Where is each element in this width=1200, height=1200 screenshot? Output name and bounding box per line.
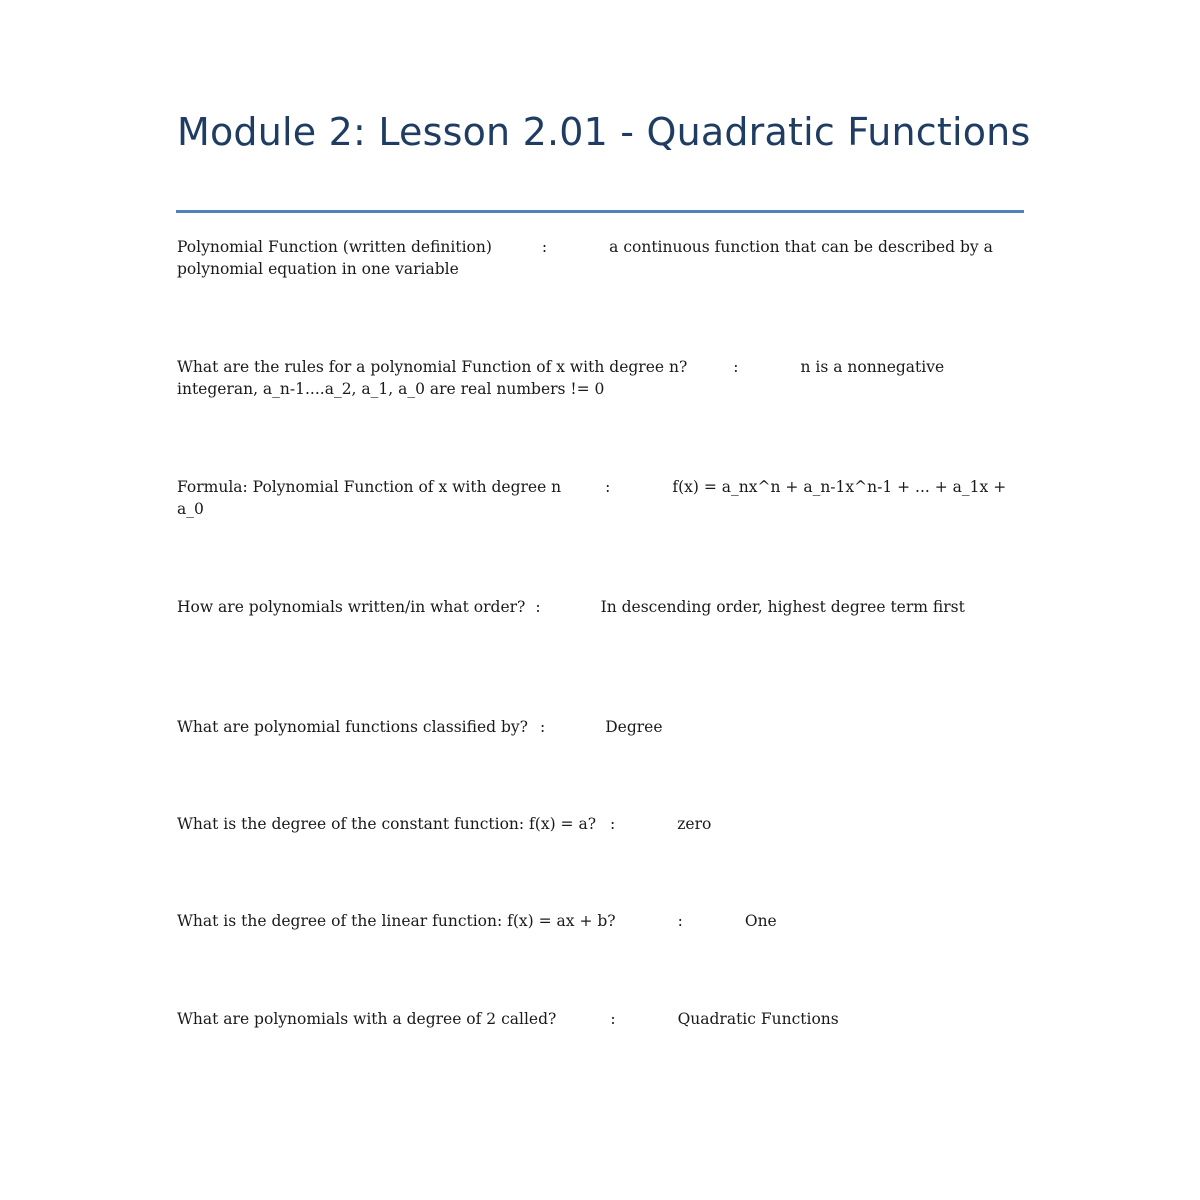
flashcard-entry: [177, 813, 1023, 835]
entry-definition: n is a nonnegative integeran, a_n-1....a_2, a_1, a_0 are real numbers != 0: [177, 358, 945, 398]
entry-definition: zero: [677, 815, 712, 833]
entry-separator: :: [610, 1010, 616, 1028]
entry-definition: Quadratic Functions: [677, 1010, 839, 1028]
flashcard-entry: [177, 910, 1023, 932]
entry-separator: :: [677, 912, 683, 930]
entry-separator: :: [605, 478, 611, 496]
entry-term: What are polynomial functions classified by?: [177, 718, 528, 736]
entry-separator: :: [541, 238, 548, 256]
entry-term: What is the degree of the constant function: f(x) = a?: [177, 815, 597, 833]
flashcard-entry: [177, 596, 1023, 618]
entry-term: How are polynomials written/in what order?: [177, 598, 526, 616]
entry-separator: :: [539, 718, 546, 736]
entry-term: What are the rules for a polynomial Function of x with degree n?: [177, 358, 688, 376]
entry-definition: a continuous function that can be described by a polynomial equation in one variable: [177, 238, 993, 278]
entry-definition: Degree: [605, 718, 663, 736]
entry-definition: One: [744, 912, 777, 930]
flashcard-entry: [177, 716, 1023, 738]
page-title: Module 2: Lesson 2.01 - Quadratic Functions: [177, 110, 1031, 154]
flashcard-entry: [177, 356, 1023, 400]
entry-separator: :: [610, 815, 616, 833]
title-underline-divider: [176, 210, 1024, 213]
entry-term: What is the degree of the linear function: f(x) = ax + b?: [177, 912, 616, 930]
entry-definition: f(x) = a_nx^n + a_n-1x^n-1 + ... + a_1x + a_0: [177, 478, 1007, 518]
flashcard-entry: [177, 476, 1023, 520]
flashcard-entry: [177, 1008, 1023, 1030]
entry-separator: :: [733, 358, 739, 376]
entry-definition: In descending order, highest degree term first: [600, 598, 965, 616]
entry-term: What are polynomials with a degree of 2 called?: [177, 1010, 557, 1028]
entry-separator: :: [535, 598, 541, 616]
flashcard-entry: [177, 236, 1023, 280]
entry-term: Polynomial Function (written definition): [177, 238, 492, 256]
entry-term: Formula: Polynomial Function of x with degree n: [177, 478, 562, 496]
